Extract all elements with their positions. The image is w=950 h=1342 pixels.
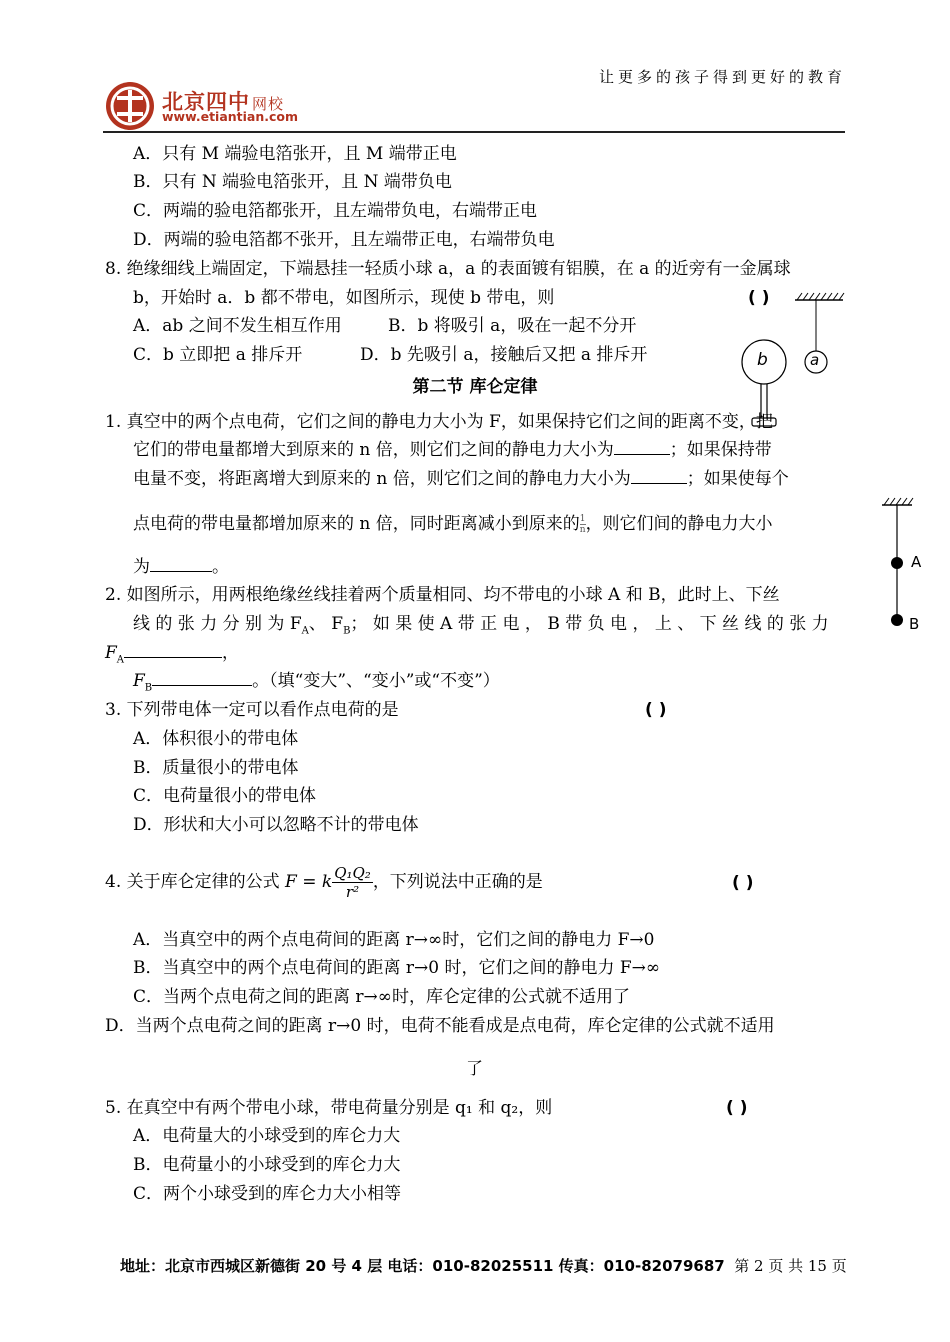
q8-option-b: B．b 将吸引 a，吸在一起不分开	[388, 316, 637, 336]
q4-stem: 4. 关于库仑定律的公式 F = k $\frac{\text{Q₁Q₂}}{\text{r²}}$ ，下列说法中正确的是	[105, 864, 543, 901]
q1-stem-line1: 1. 真空中的两个点电荷，它们之间的静电力大小为 F，如果保持它们之间的距离不变，把	[105, 412, 773, 432]
q5-option-a: A．电荷量大的小球受到的库仑力大	[133, 1126, 401, 1146]
q5-stem: 5. 在真空中有两个带电小球，带电荷量分别是 q₁ 和 q₂，则	[105, 1098, 553, 1118]
q4-option-c: C．当两个点电荷之间的距离 r→∞时，库仑定律的公式就不适用了	[133, 987, 630, 1007]
q5-answer-paren: ( )	[726, 1098, 748, 1118]
q1-blank-3[interactable]	[150, 555, 212, 572]
q2-ball-b-label: B	[909, 615, 920, 633]
q1-stem-line4: 点电荷的带电量都增加原来的 n 倍，同时距离减小到原来的 $\frac{1}{n}$ ，则它们间的静电力大小	[133, 514, 773, 535]
q8-option-c: C．b 立即把 a 排斥开	[133, 345, 303, 365]
q4-option-d: D．当两个点电荷之间的距离 r→0 时，电荷不能看成是点电荷，库仑定律的公式就不适用	[105, 1016, 775, 1036]
q8-ball-b-label: b	[757, 350, 768, 370]
q8-stem-line2: b，开始时 a．b 都不带电，如图所示，现使 b 带电，则	[133, 288, 555, 308]
q2-figure	[880, 495, 940, 635]
q2-blank-fa[interactable]	[124, 641, 222, 658]
coulomb-formula-fraction: $\frac{\text{Q₁Q₂}}{\text{r²}}$	[334, 864, 371, 901]
q2-ball-a-label: A	[911, 553, 922, 571]
q4-option-a: A．当真空中的两个点电荷间的距离 r→∞时，它们之间的静电力 F→0	[133, 930, 655, 950]
q1-stem-line2: 它们的带电量都增大到原来的 n 倍，则它们之间的静电力大小为 ；如果保持带	[133, 440, 772, 460]
footer-address: 地址：北京市西城区新德街 20 号 4 层 电话：010-82025511 传真：010-82079687	[120, 1257, 725, 1275]
q1-stem-line3: 电量不变，将距离增大到原来的 n 倍，则它们之间的静电力大小为 ；如果使每个	[133, 469, 789, 489]
q8-option-d: D．b 先吸引 a，接触后又把 a 排斥开	[360, 345, 648, 365]
q1-stem-line5: 为 。	[133, 557, 229, 577]
q4-answer-paren: ( )	[732, 873, 754, 893]
q2-blank-fb[interactable]	[152, 669, 252, 686]
q7-option-b: B．只有 N 端验电箔张开，且 N 端带负电	[133, 172, 452, 192]
logo-url: www.etiantian.com	[162, 109, 299, 124]
q3-option-b: B．质量很小的带电体	[133, 758, 299, 778]
q3-option-a: A．体积很小的带电体	[133, 729, 299, 749]
q5-option-b: B．电荷量小的小球受到的库仑力大	[133, 1155, 401, 1175]
q8-answer-paren: ( )	[748, 288, 770, 308]
logo-name: 北京四中 网校	[162, 90, 285, 114]
page-number: 第 2 页 共 15 页	[734, 1257, 847, 1275]
q7-option-c: C．两端的验电箔都张开，且左端带负电，右端带正电	[133, 201, 538, 221]
school-logo-icon	[103, 80, 159, 132]
q7-option-d: D．两端的验电箔都不张开，且左端带正电，右端带负电	[133, 230, 555, 250]
q2-stem-line1: 2. 如图所示，用两根绝缘丝线挂着两个质量相同、均不带电的小球 A 和 B，此时上、下丝	[105, 585, 780, 605]
q2-stem-line3: $F_A$ ，	[105, 643, 240, 666]
q3-answer-paren: ( )	[645, 700, 667, 720]
header-rule	[103, 131, 845, 133]
q5-option-c: C．两个小球受到的库仑力大小相等	[133, 1184, 402, 1204]
q8-ball-a-label: a	[810, 351, 820, 369]
section-title: 第二节 库仑定律	[412, 377, 538, 397]
q4-option-b: B．当真空中的两个点电荷间的距离 r→0 时，它们之间的静电力 F→∞	[133, 958, 661, 978]
q3-option-c: C．电荷量很小的带电体	[133, 786, 317, 806]
page-footer	[120, 1255, 847, 1276]
q2-stem-line2: 线 的 张 力 分 别 为 $F_A$、 $F_B$； 如 果 使 A 带 正 电 ， B 带 负 电 ， 上 、 下 丝 线 的 张 力	[133, 614, 829, 637]
q4-option-d-cont: 了	[466, 1059, 483, 1079]
q3-stem: 3. 下列带电体一定可以看作点电荷的是	[105, 700, 399, 720]
q1-blank-2[interactable]	[631, 467, 687, 484]
header-slogan: 让更多的孩子得到更好的教育	[598, 68, 846, 86]
q1-blank-1[interactable]	[614, 438, 670, 455]
one-over-n-fraction: $\frac{1}{n}$	[579, 514, 586, 535]
coulomb-formula-lhs: F = k	[285, 872, 333, 892]
q3-option-d: D．形状和大小可以忽略不计的带电体	[133, 815, 419, 835]
q2-stem-line4: $F_B$ 。（填“变大”、“变小”或“不变”）	[133, 671, 500, 694]
q8-stem-line1: 8. 绝缘细线上端固定，下端悬挂一轻质小球 a，a 的表面镀有铝膜，在 a 的近旁有一金属球	[105, 259, 791, 279]
q8-option-a: A．ab 之间不发生相互作用	[133, 316, 342, 336]
q7-option-a: A．只有 M 端验电箔张开，且 M 端带正电	[133, 144, 457, 164]
